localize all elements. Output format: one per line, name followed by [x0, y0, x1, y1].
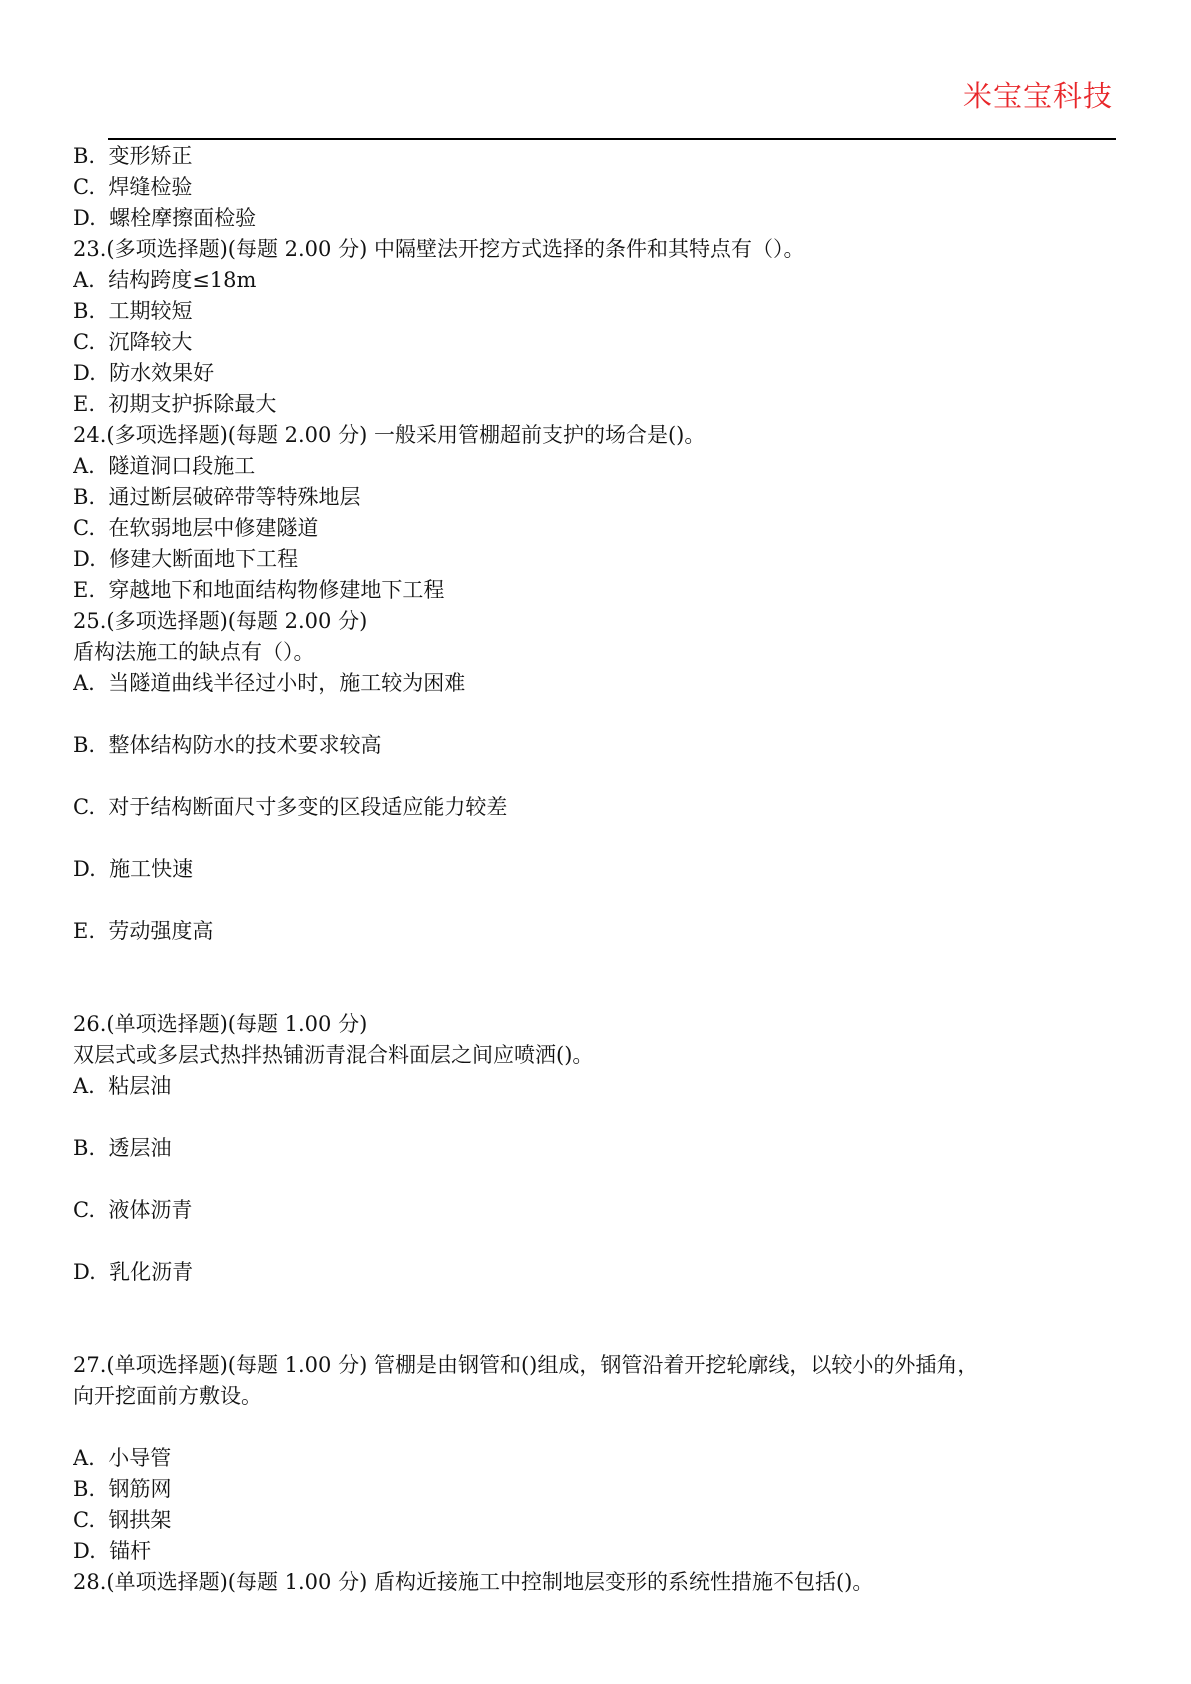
q26-option-a: A. 粘层油: [73, 1074, 172, 1098]
q26-stem: 双层式或多层式热拌热铺沥青混合料面层之间应喷洒()。: [73, 1043, 594, 1067]
spacer: [73, 1288, 1123, 1350]
q23-option-c: C. 沉降较大: [73, 330, 193, 354]
spacer: [73, 1164, 1123, 1195]
spacer: [73, 1102, 1123, 1133]
spacer: [73, 761, 1123, 792]
q24-option-b: B. 通过断层破碎带等特殊地层: [73, 485, 361, 509]
q23-option-e: E. 初期支护拆除最大: [73, 392, 277, 416]
spacer: [73, 823, 1123, 854]
header-rule: [108, 138, 1116, 140]
spacer: [73, 885, 1123, 916]
q25-stem: 盾构法施工的缺点有（）。: [73, 640, 315, 664]
q25-header: 25.(多项选择题)(每题 2.00 分): [73, 609, 368, 633]
q25-option-b: B. 整体结构防水的技术要求较高: [73, 733, 382, 757]
spacer: [73, 1226, 1123, 1257]
q22-option-c: C. 焊缝检验: [73, 175, 193, 199]
q26-option-c: C. 液体沥青: [73, 1198, 193, 1222]
q25-option-a: A. 当隧道曲线半径过小时，施工较为困难: [73, 671, 466, 695]
q27-option-d: D. 锚杆: [73, 1539, 152, 1563]
q23-option-b: B. 工期较短: [73, 299, 193, 323]
q23-option-a: A. 结构跨度≤18m: [73, 268, 257, 292]
q24-option-e: E. 穿越地下和地面结构物修建地下工程: [73, 578, 445, 602]
q24-option-d: D. 修建大断面地下工程: [73, 547, 299, 571]
q28-stem: 28.(单项选择题)(每题 1.00 分) 盾构近接施工中控制地层变形的系统性措施不包括()。: [73, 1570, 874, 1594]
spacer: [73, 947, 1123, 1009]
q22-option-b: B. 变形矫正: [73, 144, 193, 168]
q25-option-e: E. 劳动强度高: [73, 919, 214, 943]
q26-header: 26.(单项选择题)(每题 1.00 分): [73, 1012, 368, 1036]
q27-stem-cont: 向开挖面前方敷设。: [73, 1384, 262, 1408]
exam-content: [73, 141, 1123, 1598]
q24-option-a: A. 隧道洞口段施工: [73, 454, 256, 478]
q22-option-d: D. 螺栓摩擦面检验: [73, 206, 257, 230]
q25-option-c: C. 对于结构断面尺寸多变的区段适应能力较差: [73, 795, 508, 819]
spacer: [73, 1412, 1123, 1443]
q27-stem: 27.(单项选择题)(每题 1.00 分) 管棚是由钢管和()组成，钢管沿着开挖轮廓线，以较小的外插角，: [73, 1353, 979, 1377]
spacer: [73, 699, 1123, 730]
q26-option-d: D. 乳化沥青: [73, 1260, 194, 1284]
q27-option-b: B. 钢筋网: [73, 1477, 172, 1501]
q26-option-b: B. 透层油: [73, 1136, 172, 1160]
q25-option-d: D. 施工快速: [73, 857, 194, 881]
q27-option-a: A. 小导管: [73, 1446, 172, 1470]
q23-option-d: D. 防水效果好: [73, 361, 215, 385]
q24-option-c: C. 在软弱地层中修建隧道: [73, 516, 319, 540]
q23-stem: 23.(多项选择题)(每题 2.00 分) 中隔壁法开挖方式选择的条件和其特点有（）。: [73, 237, 805, 261]
brand-watermark: 米宝宝科技: [962, 79, 1113, 113]
q27-option-c: C. 钢拱架: [73, 1508, 172, 1532]
q24-stem: 24.(多项选择题)(每题 2.00 分) 一般采用管棚超前支护的场合是()。: [73, 423, 706, 447]
